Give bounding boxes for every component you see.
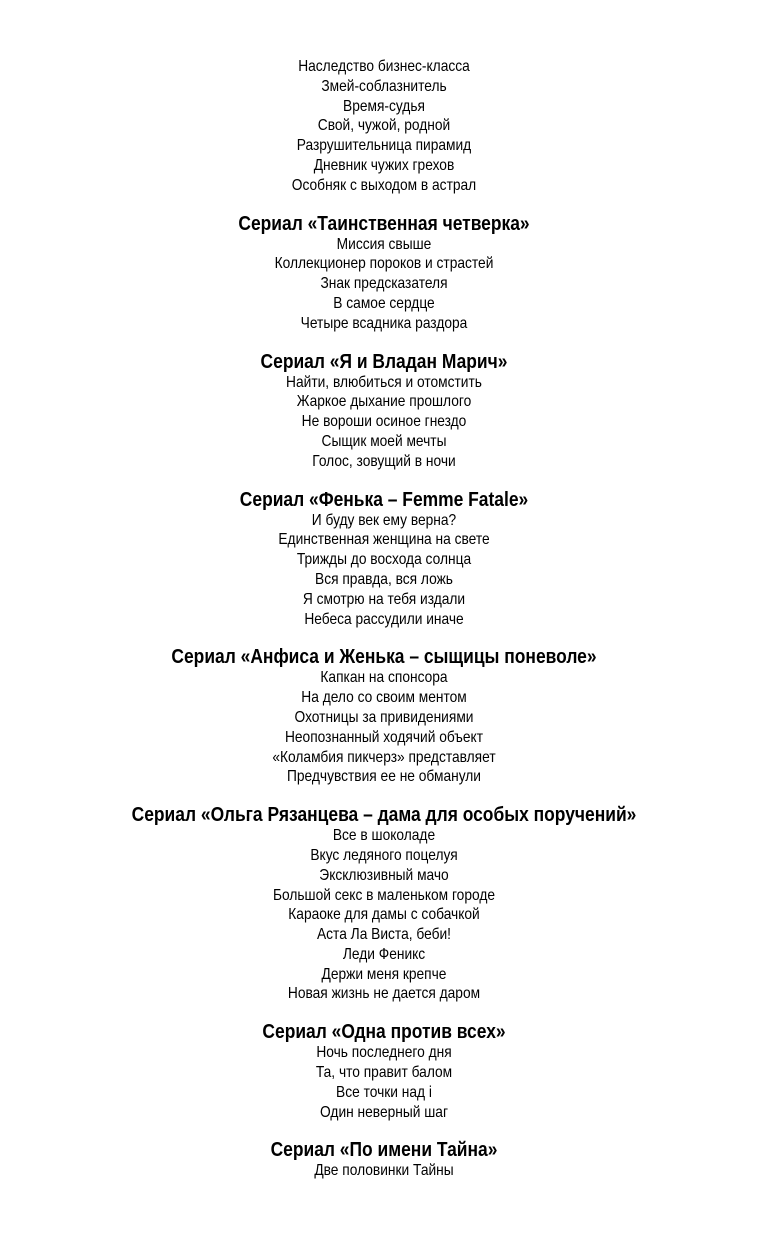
book-title: Я смотрю на тебя издали: [302, 590, 466, 608]
series-title: Сериал «Я и Владан Марич»: [260, 349, 508, 373]
book-title: Предчувствия ее не обманули: [286, 768, 482, 786]
book-title: На дело со своим ментом: [301, 689, 467, 707]
book-title: Жаркое дыхание прошлого: [296, 393, 472, 411]
series-section: [0, 646, 768, 787]
book-title: Вся правда, вся ложь: [315, 570, 453, 588]
series-book-list: [0, 511, 768, 630]
book-title: Наследство бизнес-класса: [298, 58, 470, 75]
book-title: Особняк с выходом в астрал: [291, 176, 477, 194]
book-title: Миссия свыше: [336, 235, 432, 253]
series-book-list: [0, 235, 768, 334]
book-title: Время-судья: [343, 97, 425, 115]
book-title: Леди Феникс: [342, 945, 426, 963]
series-title: Сериал «Анфиса и Женька – сыщицы поневоле»: [171, 645, 597, 669]
book-title: Новая жизнь не дается даром: [287, 985, 481, 1003]
book-title: Эксклюзивный мачо: [319, 866, 449, 884]
book-title: Большой секс в маленьком городе: [272, 886, 496, 904]
book-title: Не вороши осиное гнездо: [301, 413, 467, 431]
series-book-list: [0, 668, 768, 787]
book-title: В самое сердце: [333, 294, 435, 312]
series-title: Сериал «Фенька – Femme Fatale»: [239, 487, 529, 511]
book-title: Дневник чужих грехов: [313, 156, 455, 174]
book-title: Знак предсказателя: [320, 275, 448, 293]
book-title: Та, что правит балом: [315, 1064, 453, 1082]
series-title: Сериал «По имени Тайна»: [270, 1138, 498, 1162]
series-title: Сериал «Таинственная четверка»: [238, 211, 530, 235]
book-title: И буду век ему верна?: [311, 511, 457, 529]
book-title: Четыре всадника раздора: [300, 314, 468, 332]
series-section: [0, 213, 768, 334]
series-title: Сериал «Ольга Рязанцева – дама для особых поручений»: [131, 803, 637, 827]
book-title: «Коламбия пикчерз» представляет: [272, 748, 496, 766]
series-section: [0, 1021, 768, 1122]
series-section: [0, 1139, 768, 1181]
book-title: Неопознанный ходячий объект: [284, 728, 484, 746]
series-title: Сериал «Одна против всех»: [262, 1020, 506, 1044]
book-title: Все в шоколаде: [332, 827, 436, 845]
book-title: Небеса рассудили иначе: [304, 610, 464, 628]
book-title: Охотницы за привидениями: [294, 708, 474, 726]
series-list: [0, 213, 768, 1182]
book-title: Вкус ледяного поцелуя: [310, 846, 458, 864]
book-title: Свой, чужой, родной: [317, 117, 451, 135]
book-title: Капкан на спонсора: [320, 669, 448, 687]
book-title: Все точки над i: [336, 1083, 432, 1101]
book-title: Сыщик моей мечты: [321, 432, 447, 450]
book-title: Один неверный шаг: [320, 1103, 448, 1121]
series-section: [0, 351, 768, 472]
book-list-page: [0, 57, 768, 1181]
book-title: Аста Ла Виста, беби!: [317, 926, 451, 944]
series-book-list: [0, 1043, 768, 1122]
intro-book-list: [0, 57, 768, 196]
book-title: Караоке для дамы с собачкой: [288, 906, 480, 924]
book-title: Две половинки Тайны: [314, 1162, 454, 1180]
book-title: Ночь последнего дня: [316, 1044, 452, 1062]
book-title: Единственная женщина на свете: [278, 531, 490, 549]
book-title: Змей-соблазнитель: [321, 77, 447, 95]
book-title: Найти, влюбиться и отомстить: [286, 373, 482, 391]
series-book-list: [0, 826, 768, 1004]
book-title: Коллекционер пороков и страстей: [274, 255, 494, 273]
series-book-list: [0, 1161, 768, 1181]
book-title: Разрушительница пирамид: [296, 137, 472, 155]
series-book-list: [0, 373, 768, 472]
series-section: [0, 489, 768, 630]
book-title: Держи меня крепче: [321, 965, 447, 983]
series-section: [0, 804, 768, 1004]
book-title: Голос, зовущий в ночи: [312, 452, 456, 470]
book-title: Трижды до восхода солнца: [296, 551, 472, 569]
